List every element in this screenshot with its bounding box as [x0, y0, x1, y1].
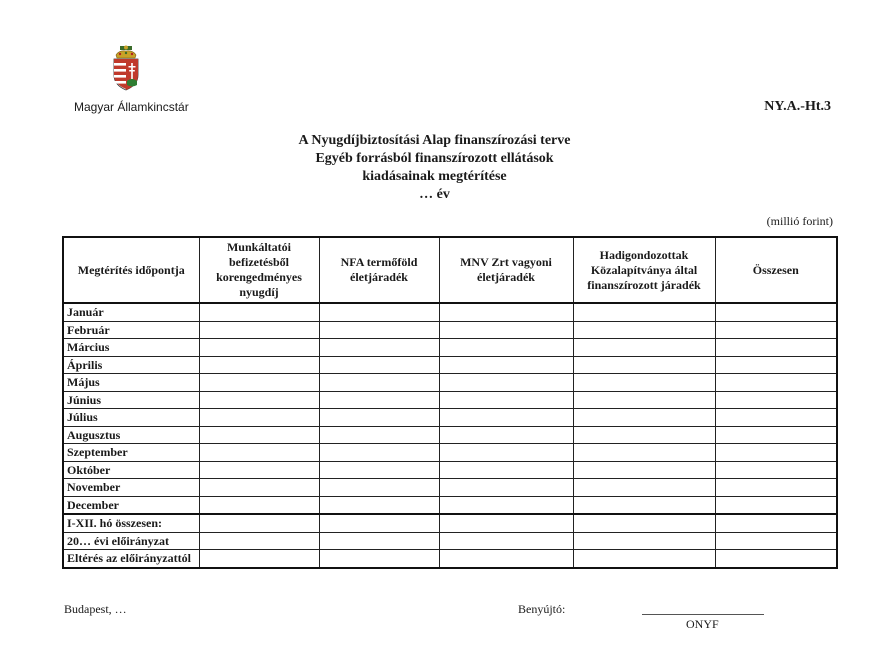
- column-header-total: Összesen: [715, 237, 837, 303]
- title-line-2: Egyéb forrásból finanszírozott ellátások: [315, 151, 554, 166]
- column-header-war-veterans: Hadigondozottak Közalapítványa által finanszírozott járadék: [573, 237, 715, 303]
- empty-cell: [715, 391, 837, 409]
- form-code: NY.A.-Ht.3: [764, 99, 831, 114]
- empty-cell: [199, 303, 319, 321]
- empty-cell: [573, 532, 715, 550]
- month-label: Január: [63, 303, 199, 321]
- empty-cell: [199, 461, 319, 479]
- signature-line: [642, 614, 764, 615]
- table-header-row: [63, 237, 837, 303]
- column-header-mnv-annuity: MNV Zrt vagyoni életjáradék: [439, 237, 573, 303]
- month-label: Március: [63, 339, 199, 357]
- title-line-3: kiadásainak megtérítése: [362, 169, 507, 184]
- empty-cell: [573, 426, 715, 444]
- empty-cell: [573, 461, 715, 479]
- month-row: [63, 426, 837, 444]
- month-row: [63, 409, 837, 427]
- empty-cell: [715, 409, 837, 427]
- empty-cell: [319, 479, 439, 497]
- empty-cell: [319, 514, 439, 532]
- month-row: [63, 444, 837, 462]
- summary-row: [63, 532, 837, 550]
- month-row: [63, 321, 837, 339]
- organization-name: Magyar Államkincstár: [74, 100, 189, 114]
- empty-cell: [715, 532, 837, 550]
- month-label: Október: [63, 461, 199, 479]
- empty-cell: [439, 461, 573, 479]
- month-label: Február: [63, 321, 199, 339]
- month-row: [63, 303, 837, 321]
- empty-cell: [715, 374, 837, 392]
- empty-cell: [715, 444, 837, 462]
- empty-cell: [573, 479, 715, 497]
- empty-cell: [199, 426, 319, 444]
- empty-cell: [715, 339, 837, 357]
- month-row: [63, 479, 837, 497]
- column-header-nfa-annuity: NFA termőföld életjáradék: [319, 237, 439, 303]
- empty-cell: [573, 514, 715, 532]
- empty-cell: [319, 321, 439, 339]
- empty-cell: [573, 303, 715, 321]
- empty-cell: [319, 496, 439, 514]
- month-row: [63, 356, 837, 374]
- empty-cell: [439, 321, 573, 339]
- title-line-4: … év: [419, 187, 450, 202]
- title-line-1: A Nyugdíjbiztosítási Alap finanszírozási terve: [298, 133, 571, 148]
- month-row: [63, 374, 837, 392]
- empty-cell: [715, 514, 837, 532]
- month-label: December: [63, 496, 199, 514]
- empty-cell: [199, 532, 319, 550]
- empty-cell: [439, 409, 573, 427]
- table-body: [63, 303, 837, 568]
- empty-cell: [199, 356, 319, 374]
- empty-cell: [319, 426, 439, 444]
- column-header-employer-pension: Munkáltatói befizetésből korengedményes nyugdíj: [199, 237, 319, 303]
- empty-cell: [573, 496, 715, 514]
- month-label: Szeptember: [63, 444, 199, 462]
- document-title: [0, 132, 869, 204]
- empty-cell: [319, 339, 439, 357]
- empty-cell: [199, 550, 319, 568]
- month-row: [63, 461, 837, 479]
- summary-row-label: I-XII. hó összesen:: [63, 514, 199, 532]
- empty-cell: [199, 479, 319, 497]
- column-header-date: Megtérítés időpontja: [63, 237, 199, 303]
- empty-cell: [439, 496, 573, 514]
- empty-cell: [715, 356, 837, 374]
- empty-cell: [199, 444, 319, 462]
- empty-cell: [319, 374, 439, 392]
- month-row: [63, 339, 837, 357]
- empty-cell: [715, 303, 837, 321]
- empty-cell: [319, 550, 439, 568]
- empty-cell: [715, 426, 837, 444]
- month-row: [63, 496, 837, 514]
- empty-cell: [199, 321, 319, 339]
- empty-cell: [319, 391, 439, 409]
- empty-cell: [439, 514, 573, 532]
- empty-cell: [715, 461, 837, 479]
- empty-cell: [319, 356, 439, 374]
- empty-cell: [715, 496, 837, 514]
- empty-cell: [319, 409, 439, 427]
- empty-cell: [573, 444, 715, 462]
- empty-cell: [439, 532, 573, 550]
- month-label: November: [63, 479, 199, 497]
- empty-cell: [199, 514, 319, 532]
- hungarian-coat-of-arms-icon: [111, 45, 141, 91]
- financing-table: [62, 236, 838, 569]
- summary-row-label: 20… évi előirányzat: [63, 532, 199, 550]
- empty-cell: [199, 409, 319, 427]
- empty-cell: [439, 356, 573, 374]
- empty-cell: [573, 409, 715, 427]
- empty-cell: [715, 550, 837, 568]
- empty-cell: [439, 426, 573, 444]
- empty-cell: [199, 391, 319, 409]
- empty-cell: [319, 303, 439, 321]
- empty-cell: [573, 550, 715, 568]
- empty-cell: [439, 339, 573, 357]
- empty-cell: [715, 321, 837, 339]
- summary-row: [63, 514, 837, 532]
- empty-cell: [319, 444, 439, 462]
- empty-cell: [439, 374, 573, 392]
- submitter-name: ONYF: [686, 617, 719, 631]
- month-label: Április: [63, 356, 199, 374]
- summary-row-label: Eltérés az előirányzattól: [63, 550, 199, 568]
- empty-cell: [199, 496, 319, 514]
- place-date: Budapest, …: [64, 602, 127, 616]
- empty-cell: [573, 374, 715, 392]
- empty-cell: [199, 339, 319, 357]
- empty-cell: [439, 303, 573, 321]
- month-label: Július: [63, 409, 199, 427]
- month-label: Június: [63, 391, 199, 409]
- empty-cell: [715, 479, 837, 497]
- empty-cell: [319, 532, 439, 550]
- empty-cell: [573, 339, 715, 357]
- empty-cell: [573, 391, 715, 409]
- empty-cell: [439, 479, 573, 497]
- month-row: [63, 391, 837, 409]
- empty-cell: [319, 461, 439, 479]
- unit-label: (millió forint): [766, 214, 833, 228]
- empty-cell: [439, 550, 573, 568]
- summary-row: [63, 550, 837, 568]
- empty-cell: [439, 391, 573, 409]
- empty-cell: [199, 374, 319, 392]
- month-label: Május: [63, 374, 199, 392]
- empty-cell: [573, 321, 715, 339]
- empty-cell: [573, 356, 715, 374]
- submitter-label: Benyújtó:: [518, 602, 566, 616]
- month-label: Augusztus: [63, 426, 199, 444]
- empty-cell: [439, 444, 573, 462]
